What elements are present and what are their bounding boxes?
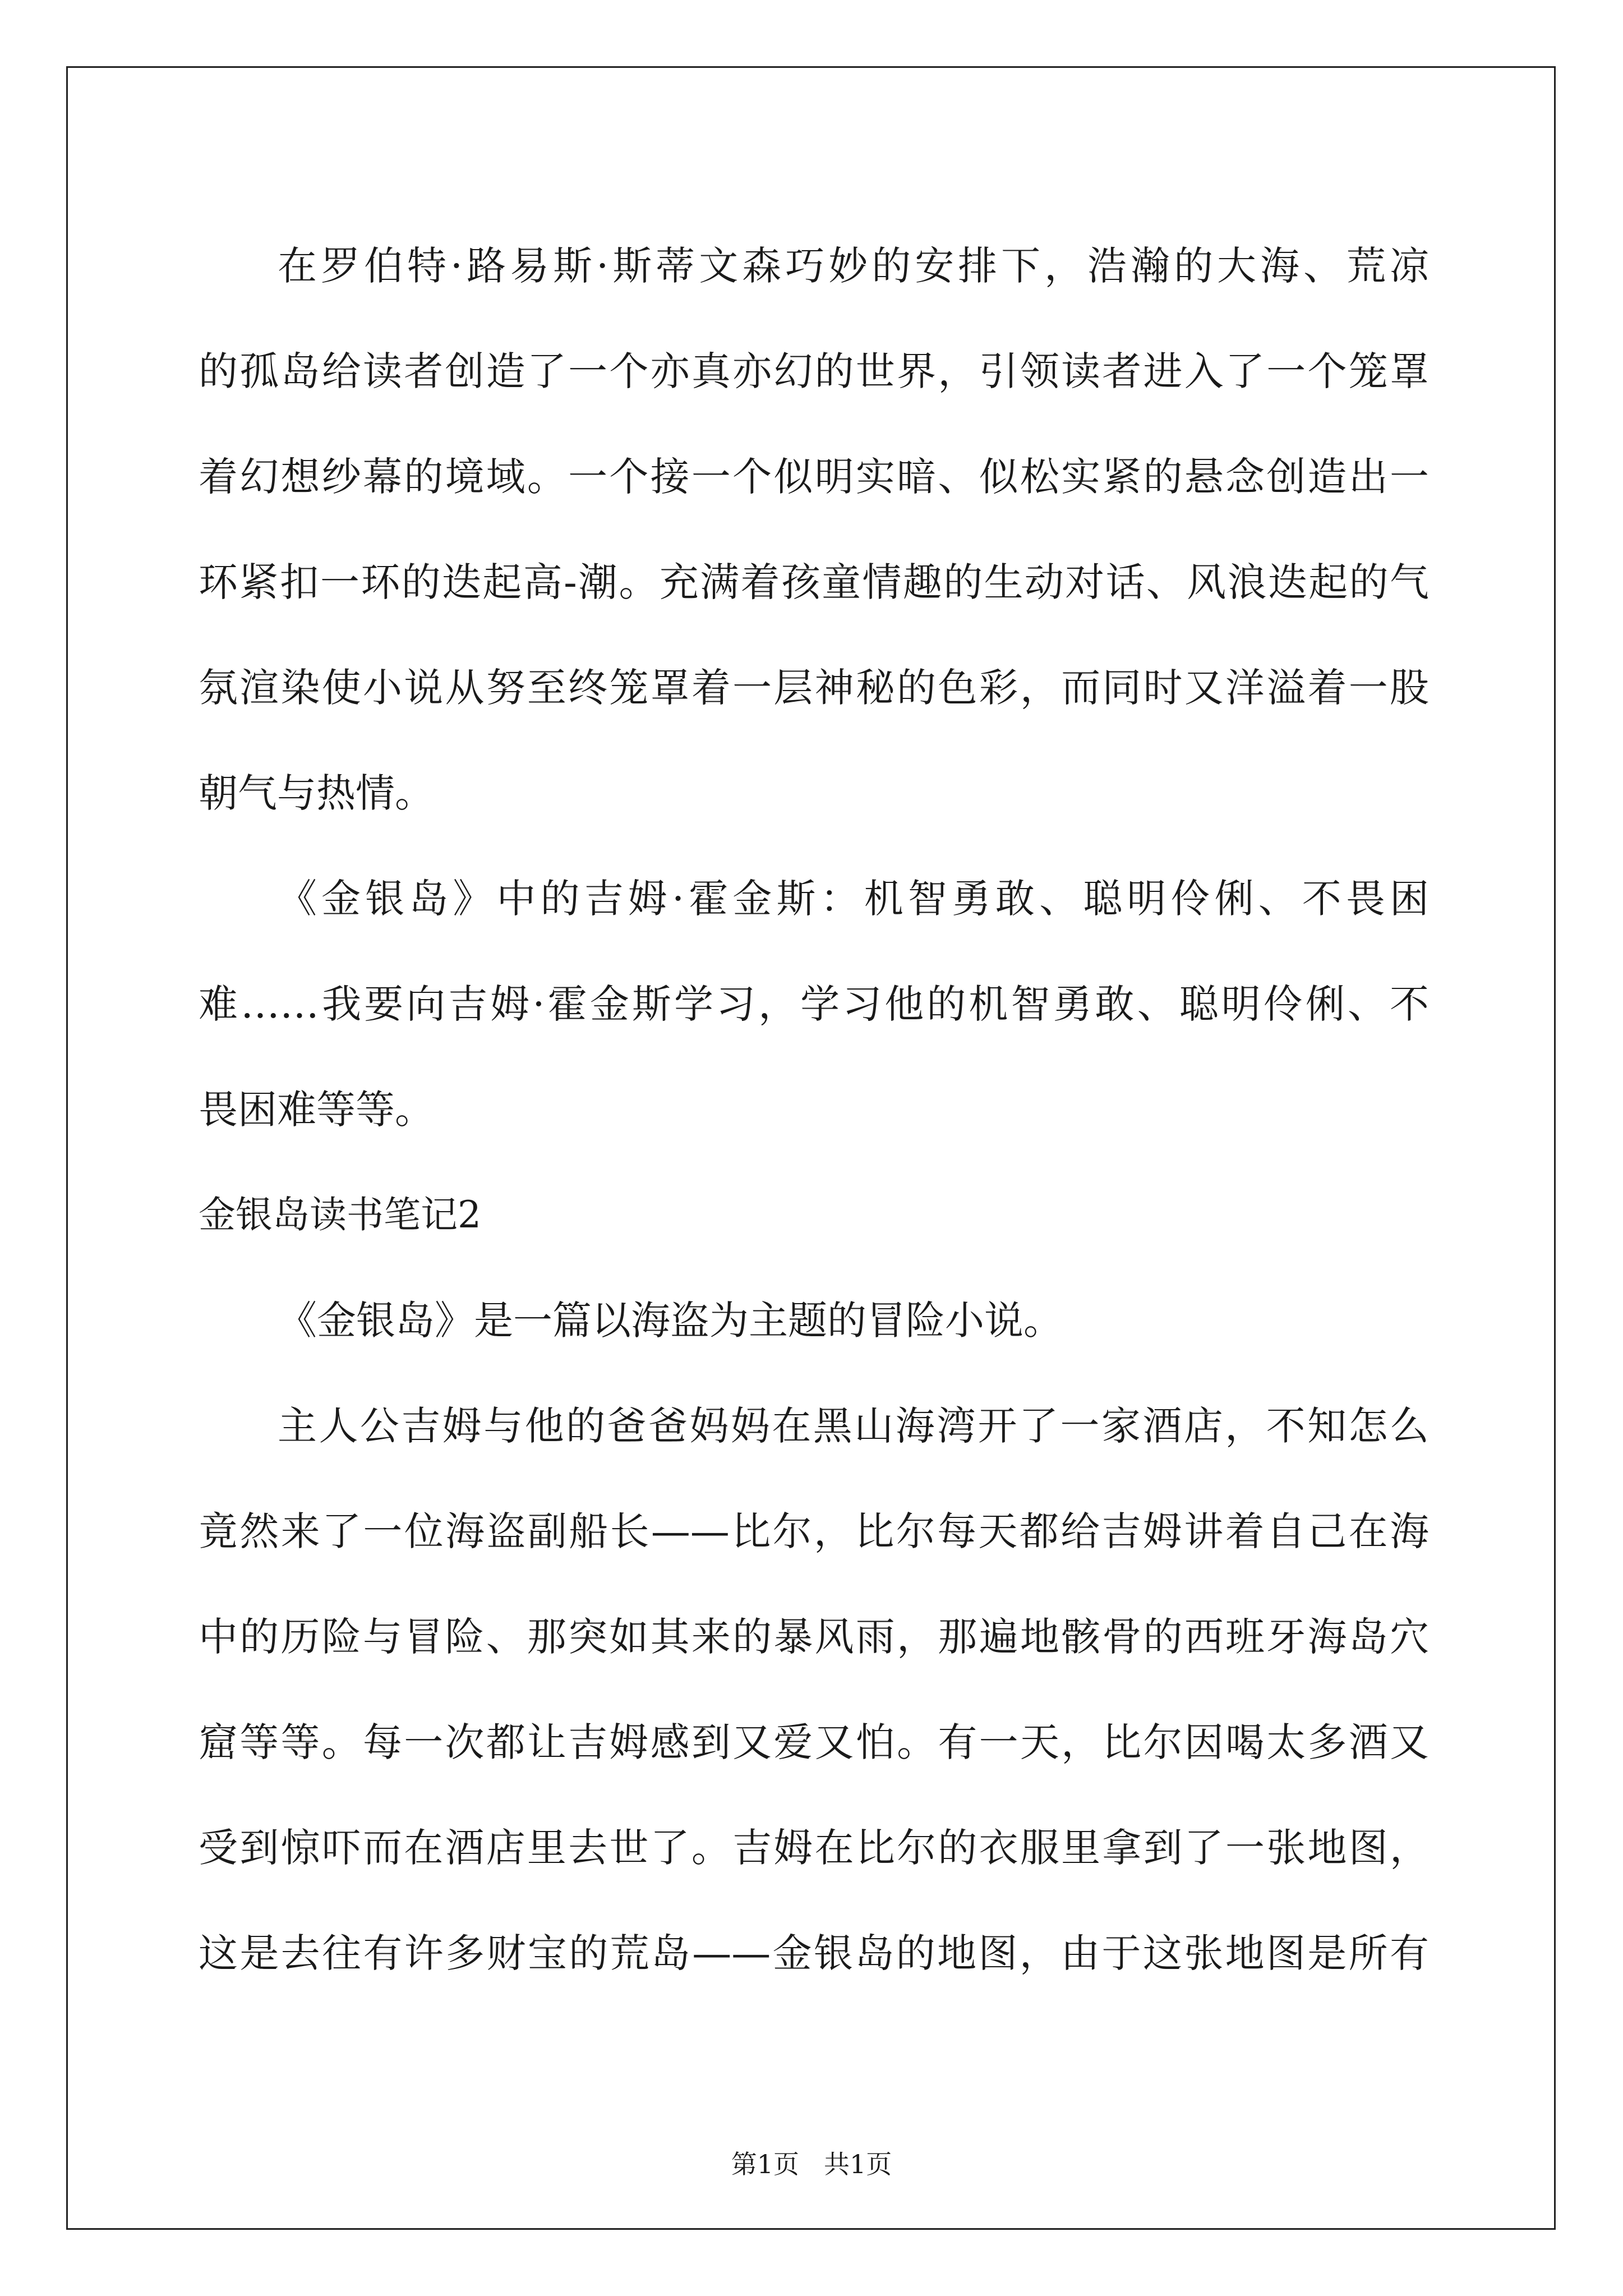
page-number: 第1页	[731, 2149, 799, 2179]
paragraph-3-line-1: 《金银岛》是一篇以海盗为主题的冒险小说。	[278, 1297, 1063, 1343]
paragraph-1-line-6: 朝气与热情。	[199, 770, 434, 816]
paragraph-4-line-1: 主人公吉姆与他的爸爸妈妈在黑山海湾开了一家酒店，不知怎么	[278, 1403, 1429, 1449]
page-total: 共1页	[824, 2149, 892, 2179]
section-heading: 金银岛读书笔记2	[199, 1193, 481, 1236]
paragraph-4-line-6: 这是去往有许多财宝的荒岛——金银岛的地图，由于这张地图是所有	[199, 1930, 1429, 1976]
paragraph-4-line-4: 窟等等。每一次都让吉姆感到又爱又怕。有一天，比尔因喝太多酒又	[199, 1719, 1429, 1765]
paragraph-1-line-4: 环紧扣一环的迭起高-潮。充满着孩童情趣的生动对话、风浪迭起的气	[199, 559, 1429, 605]
paragraph-1-line-3: 着幻想纱幕的境域。一个接一个似明实暗、似松实紧的悬念创造出一	[199, 454, 1429, 500]
paragraph-2-line-2: 难……我要向吉姆·霍金斯学习，学习他的机智勇敢、聪明伶俐、不	[199, 981, 1429, 1027]
paragraph-4-line-5: 受到惊吓而在酒店里去世了。吉姆在比尔的衣服里拿到了一张地图，	[199, 1825, 1429, 1871]
paragraph-1-line-5: 氛渲染使小说从努至终笼罩着一层神秘的色彩，而同时又洋溢着一股	[199, 665, 1429, 711]
page-footer	[0, 2147, 1623, 2181]
paragraph-1-line-1: 在罗伯特·路易斯·斯蒂文森巧妙的安排下，浩瀚的大海、荒凉	[278, 243, 1429, 289]
document-body	[199, 213, 1429, 2006]
paragraph-2-line-1: 《金银岛》中的吉姆·霍金斯：机智勇敢、聪明伶俐、不畏困	[278, 876, 1429, 922]
paragraph-2-line-3: 畏困难等等。	[199, 1087, 434, 1133]
paragraph-4-line-3: 中的历险与冒险、那突如其来的暴风雨，那遍地骸骨的西班牙海岛穴	[199, 1614, 1429, 1660]
paragraph-1-line-2: 的孤岛给读者创造了一个亦真亦幻的世界，引领读者进入了一个笼罩	[199, 348, 1429, 394]
paragraph-4-line-2: 竟然来了一位海盗副船长——比尔，比尔每天都给吉姆讲着自己在海	[199, 1508, 1429, 1554]
